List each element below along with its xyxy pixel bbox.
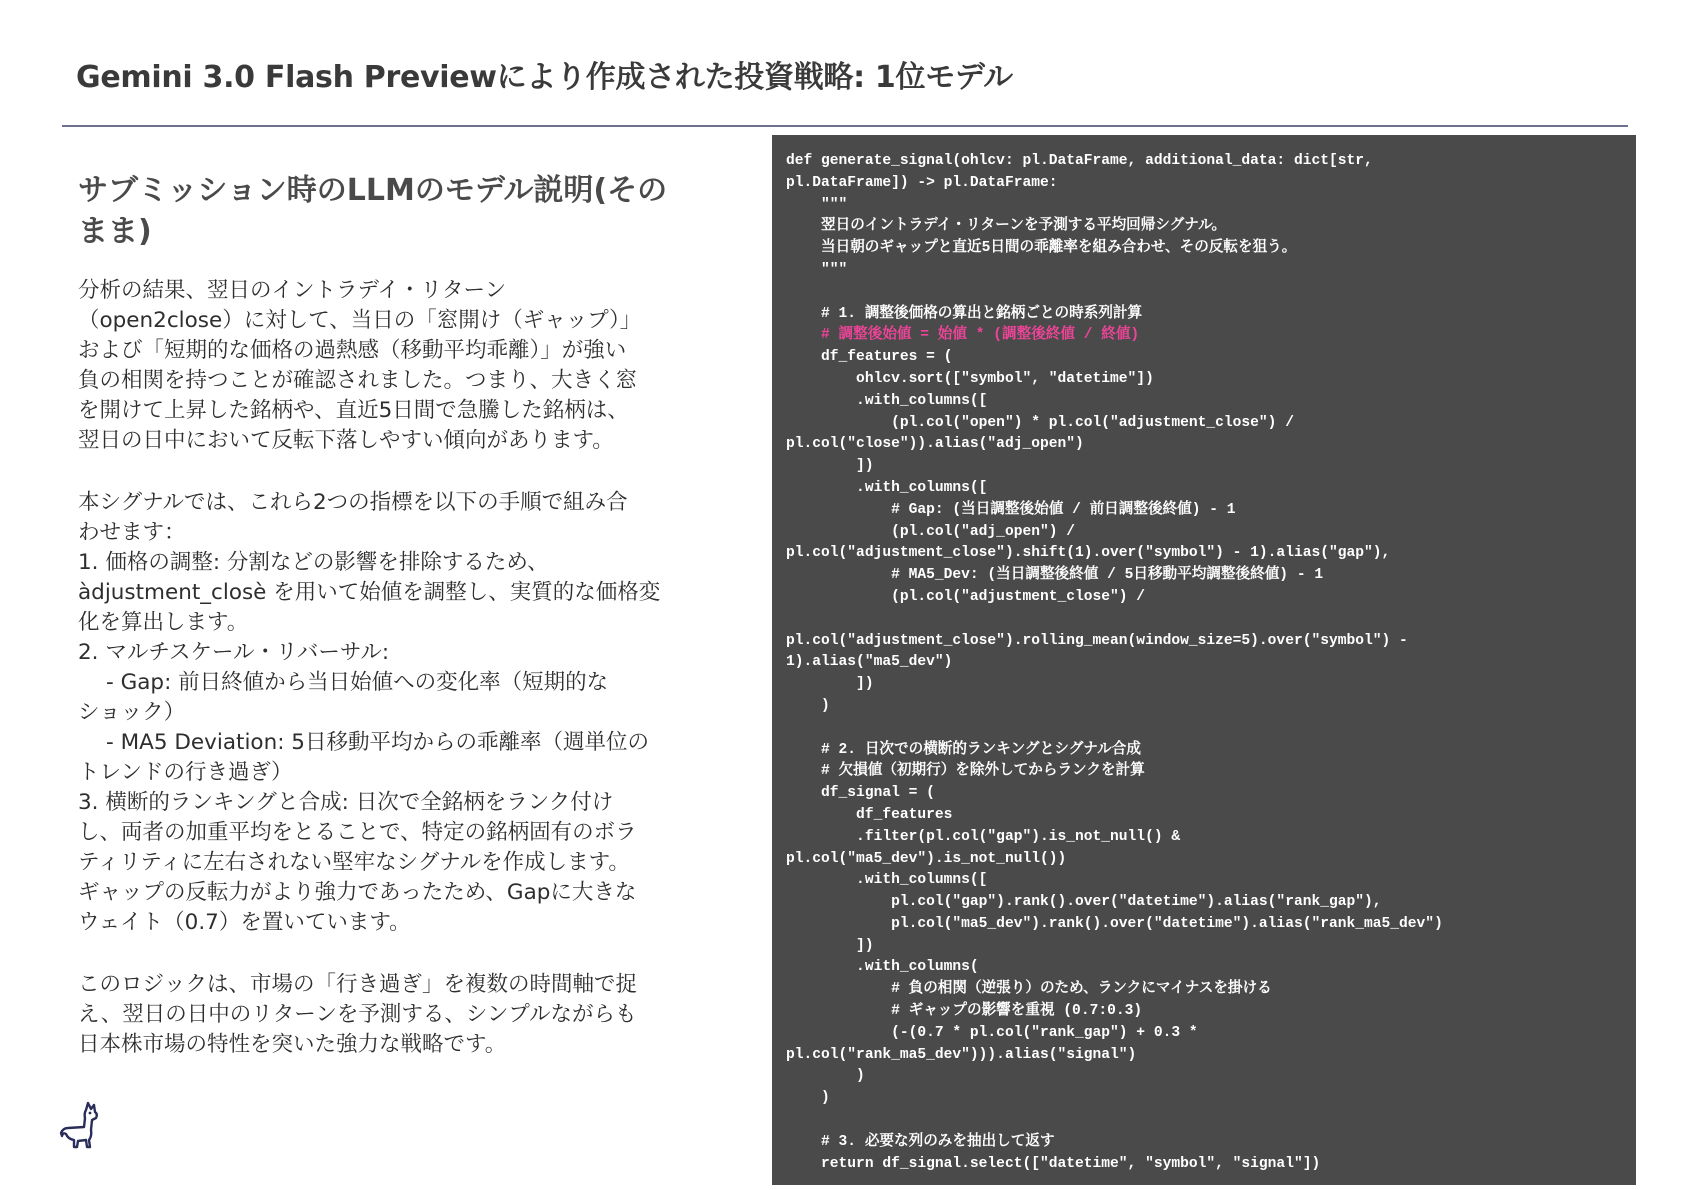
code-line: def generate_signal(ohlcv: pl.DataFrame, additional_data: dict[str, — [786, 153, 1373, 169]
code-line: .with_columns( — [786, 959, 979, 976]
code-line: # 負の相関（逆張り）のため、ランクにマイナスを掛ける — [786, 981, 1272, 998]
text-line: このロジックは、市場の「行き過ぎ」を複数の時間軸で捉 — [78, 972, 638, 997]
code-line: # 1. 調整後価格の算出と銘柄ごとの時系列計算 — [786, 305, 1143, 322]
text-line: ショック） — [78, 700, 186, 725]
text-line: え、翌日の日中のリターンを予測する、シンプルながらも — [78, 1002, 637, 1027]
code-line: pl.col("ma5_dev").rank().over("datetime").alias("rank_ma5_dev") — [786, 915, 1443, 932]
code-line: return df_signal.select(["datetime", "symbol", "signal"]) — [786, 1155, 1321, 1172]
code-line: # 調整後始値 = 始値 * (調整後終値 / 終値) — [786, 327, 1140, 344]
title-divider — [62, 125, 1628, 127]
page-title: Gemini 3.0 Flash Previewにより作成された投資戦略: 1位モデル — [76, 60, 1013, 95]
code-line: .with_columns([ — [786, 872, 988, 889]
text-line: 負の相関を持つことが確認されました。つまり、大きく窓 — [78, 368, 638, 393]
code-line: ]) — [786, 676, 874, 693]
code-line: # 欠損値（初期行）を除外してからランクを計算 — [786, 763, 1145, 780]
text-line: トレンドの行き過ぎ） — [78, 760, 293, 785]
code-line — [786, 1110, 1624, 1132]
conclusion-paragraph — [78, 970, 738, 1060]
code-line: # MA5_Dev: (当日調整後終値 / 5日移動平均調整後終値) - 1 — [786, 567, 1324, 584]
list-item: 1. 価格の調整: 分割などの影響を排除するため、 — [78, 550, 549, 575]
code-lines — [786, 151, 1624, 1175]
code-line: ) — [786, 1068, 865, 1085]
code-line: # 2. 日次での横断的ランキングとシグナル合成 — [786, 741, 1141, 758]
code-line: (pl.col("open") * pl.col("adjustment_close") / — [786, 414, 1294, 431]
text-line: 分析の結果、翌日のイントラデイ・リターン — [78, 278, 507, 303]
code-line: 1).alias("ma5_dev") — [786, 654, 953, 671]
code-line: ) — [786, 1090, 830, 1107]
list-item: 3. 横断的ランキングと合成: 日次で全銘柄をランク付け — [78, 790, 614, 815]
text-line: 化を算出します。 — [78, 610, 249, 635]
code-line: .filter(pl.col("gap").is_not_null() & — [786, 828, 1181, 845]
code-line: pl.col("adjustment_close").shift(1).over("symbol") - 1).alias("gap"), — [786, 545, 1391, 562]
code-line: """ — [786, 196, 848, 213]
code-line: ]) — [786, 937, 874, 954]
code-line — [786, 718, 1624, 740]
text-line: を開けて上昇した銘柄や、直近5日間で急騰した銘柄は、 — [78, 398, 629, 423]
code-line: 翌日のイントラデイ・リターンを予測する平均回帰シグナル。 — [786, 218, 1227, 235]
text-line: ティリティに左右されない堅牢なシグナルを作成します。 — [78, 850, 630, 875]
code-line: # Gap: (当日調整後始値 / 前日調整後終値) - 1 — [786, 501, 1236, 518]
section-heading-line: まま) — [78, 214, 152, 249]
text-line: および「短期的な価格の過熱感（移動平均乖離）」が強い — [78, 338, 627, 363]
code-line — [786, 609, 1624, 631]
text-line: àdjustment_closè を用いて始値を調整し、実質的な価格変 — [78, 580, 661, 605]
code-line: ]) — [786, 458, 874, 475]
text-line: 本シグナルでは、これら2つの指標を以下の手順で組み合 — [78, 490, 628, 515]
code-block — [772, 135, 1636, 1185]
code-line: ohlcv.sort(["symbol", "datetime"]) — [786, 370, 1154, 387]
code-line: pl.col("ma5_dev").is_not_null()) — [786, 850, 1067, 867]
code-line: pl.DataFrame]) -> pl.DataFrame: — [786, 174, 1058, 191]
code-line: pl.col("rank_ma5_dev"))).alias("signal") — [786, 1046, 1137, 1063]
code-line: pl.col("gap").rank().over("datetime").alias("rank_gap"), — [786, 894, 1382, 911]
text-line: ギャップの反転力がより強力であったため、Gapに大きな — [78, 880, 637, 905]
text-line: 翌日の日中において反転下落しやすい傾向があります。 — [78, 428, 614, 453]
analysis-paragraph — [78, 276, 738, 456]
text-line: ウェイト（0.7）を置いています。 — [78, 910, 411, 935]
code-line: df_features = ( — [786, 349, 953, 366]
code-line: df_signal = ( — [786, 785, 935, 802]
code-line: """ — [786, 261, 848, 278]
text-line: （open2close）に対して、当日の「窓開け（ギャップ）」 — [78, 308, 642, 333]
text-line: 日本株市場の特性を突いた強力な戦略です。 — [78, 1032, 507, 1057]
code-line: .with_columns([ — [786, 392, 988, 409]
code-line: 当日朝のギャップと直近5日間の乖離率を組み合わせ、その反転を狙う。 — [786, 240, 1297, 257]
code-line: df_features — [786, 806, 953, 823]
section-heading — [78, 170, 738, 252]
section-heading-line: サブミッション時のLLMのモデル説明(その — [78, 173, 668, 208]
text-line: し、両者の加重平均をとることで、特定の銘柄固有のボラ — [78, 820, 637, 845]
code-line: (pl.col("adjustment_close") / — [786, 588, 1146, 605]
code-line: # ギャップの影響を重視 (0.7:0.3) — [786, 1003, 1143, 1020]
procedure-paragraph — [78, 488, 738, 938]
list-item: 2. マルチスケール・リバーサル: — [78, 640, 390, 665]
code-line: (-(0.7 * pl.col("rank_gap") + 0.3 * — [786, 1024, 1198, 1041]
code-line — [786, 282, 1624, 304]
sub-list-item: - Gap: 前日終値から当日始値への変化率（短期的な — [106, 670, 609, 695]
model-description — [78, 170, 738, 1092]
text-line: わせます： — [78, 520, 186, 545]
sub-list-item: - MA5 Deviation: 5日移動平均からの乖離率（週単位の — [106, 730, 649, 755]
code-line: ) — [786, 697, 830, 714]
code-line: (pl.col("adj_open") / — [786, 523, 1076, 540]
code-line: # 3. 必要な列のみを抽出して返す — [786, 1133, 1055, 1150]
code-line: pl.col("close")).alias("adj_open") — [786, 436, 1084, 453]
llama-icon — [58, 1100, 104, 1150]
code-line: .with_columns([ — [786, 479, 988, 496]
code-line: pl.col("adjustment_close").rolling_mean(window_size=5).over("symbol") - — [786, 632, 1408, 649]
